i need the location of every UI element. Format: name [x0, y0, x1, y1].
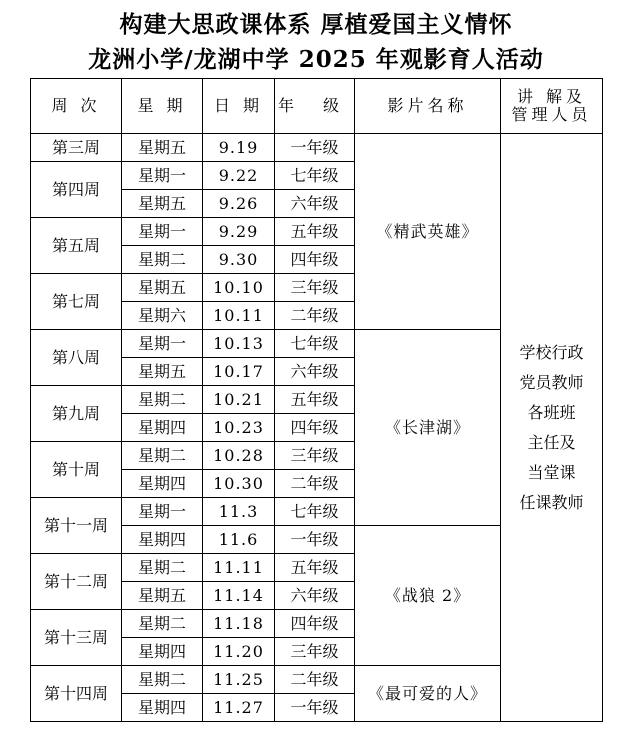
date-cell: 11.3	[203, 498, 275, 526]
weekday-cell: 星期一	[122, 330, 203, 358]
staff-cell	[501, 134, 603, 722]
header-week: 周 次	[31, 79, 122, 134]
date-cell: 10.21	[203, 386, 275, 414]
header-row	[31, 79, 603, 134]
weekday-cell: 星期二	[122, 246, 203, 274]
date-cell: 9.26	[203, 190, 275, 218]
staff-line: 当堂课	[527, 462, 576, 482]
date-cell: 10.30	[203, 470, 275, 498]
grade-cell: 一年级	[275, 134, 355, 162]
title-line-1: 构建大思政课体系 厚植爱国主义情怀	[119, 11, 513, 38]
weekday-cell: 星期四	[122, 414, 203, 442]
week-cell: 第三周	[31, 134, 122, 162]
date-cell: 10.23	[203, 414, 275, 442]
header-staff-line-1: 讲 解及	[516, 87, 587, 106]
grade-cell: 五年级	[275, 386, 355, 414]
film-cell: 《战狼 2》	[355, 526, 501, 666]
grade-cell: 七年级	[275, 330, 355, 358]
week-cell: 第七周	[31, 274, 122, 330]
grade-cell: 七年级	[275, 162, 355, 190]
grade-cell: 二年级	[275, 470, 355, 498]
date-cell: 11.14	[203, 582, 275, 610]
date-cell: 11.6	[203, 526, 275, 554]
grade-cell: 四年级	[275, 246, 355, 274]
staff-line: 任课教师	[519, 492, 584, 512]
week-cell: 第十二周	[31, 554, 122, 610]
grade-cell: 三年级	[275, 442, 355, 470]
date-cell: 11.20	[203, 638, 275, 666]
date-cell: 11.27	[203, 694, 275, 722]
date-cell: 10.28	[203, 442, 275, 470]
grade-cell: 五年级	[275, 218, 355, 246]
staff-line: 主任及	[527, 432, 576, 452]
grade-cell: 二年级	[275, 302, 355, 330]
weekday-cell: 星期二	[122, 610, 203, 638]
grade-cell: 一年级	[275, 526, 355, 554]
week-cell: 第十四周	[31, 666, 122, 722]
schedule-table	[30, 78, 603, 722]
weekday-cell: 星期二	[122, 442, 203, 470]
staff-line: 学校行政	[519, 342, 584, 362]
header-date: 日 期	[203, 79, 275, 134]
weekday-cell: 星期一	[122, 498, 203, 526]
table-row	[31, 134, 603, 162]
weekday-cell: 星期二	[122, 666, 203, 694]
header-weekday: 星 期	[122, 79, 203, 134]
weekday-cell: 星期二	[122, 386, 203, 414]
weekday-cell: 星期五	[122, 274, 203, 302]
header-film: 影片名称	[355, 79, 501, 134]
grade-cell: 六年级	[275, 358, 355, 386]
film-cell: 《长津湖》	[355, 330, 501, 526]
header-grade: 年 级	[275, 79, 355, 134]
weekday-cell: 星期四	[122, 470, 203, 498]
date-cell: 9.19	[203, 134, 275, 162]
date-cell: 9.29	[203, 218, 275, 246]
grade-cell: 三年级	[275, 638, 355, 666]
weekday-cell: 星期五	[122, 358, 203, 386]
weekday-cell: 星期五	[122, 582, 203, 610]
staff-line: 党员教师	[519, 372, 584, 392]
grade-cell: 六年级	[275, 190, 355, 218]
date-cell: 10.17	[203, 358, 275, 386]
title-line-2: 龙洲小学/龙湖中学 2025 年观影育人活动	[88, 46, 544, 73]
staff-line: 各班班	[527, 402, 576, 422]
week-cell: 第五周	[31, 218, 122, 274]
date-cell: 11.11	[203, 554, 275, 582]
week-cell: 第九周	[31, 386, 122, 442]
grade-cell: 二年级	[275, 666, 355, 694]
weekday-cell: 星期四	[122, 694, 203, 722]
grade-cell: 六年级	[275, 582, 355, 610]
date-cell: 9.22	[203, 162, 275, 190]
weekday-cell: 星期二	[122, 554, 203, 582]
weekday-cell: 星期六	[122, 302, 203, 330]
weekday-cell: 星期一	[122, 162, 203, 190]
date-cell: 10.10	[203, 274, 275, 302]
grade-cell: 七年级	[275, 498, 355, 526]
header-staff-line-2: 管理人员	[511, 105, 592, 124]
week-cell: 第十周	[31, 442, 122, 498]
grade-cell: 五年级	[275, 554, 355, 582]
week-cell: 第八周	[31, 330, 122, 386]
grade-cell: 一年级	[275, 694, 355, 722]
film-cell: 《精武英雄》	[355, 134, 501, 330]
grade-cell: 三年级	[275, 274, 355, 302]
date-cell: 10.13	[203, 330, 275, 358]
grade-cell: 四年级	[275, 610, 355, 638]
grade-cell: 四年级	[275, 414, 355, 442]
week-cell: 第四周	[31, 162, 122, 218]
weekday-cell: 星期一	[122, 218, 203, 246]
date-cell: 11.18	[203, 610, 275, 638]
date-cell: 10.11	[203, 302, 275, 330]
weekday-cell: 星期四	[122, 526, 203, 554]
week-cell: 第十三周	[31, 610, 122, 666]
date-cell: 9.30	[203, 246, 275, 274]
date-cell: 11.25	[203, 666, 275, 694]
weekday-cell: 星期四	[122, 638, 203, 666]
weekday-cell: 星期五	[122, 134, 203, 162]
weekday-cell: 星期五	[122, 190, 203, 218]
week-cell: 第十一周	[31, 498, 122, 554]
film-cell: 《最可爱的人》	[355, 666, 501, 722]
header-staff	[501, 79, 603, 134]
